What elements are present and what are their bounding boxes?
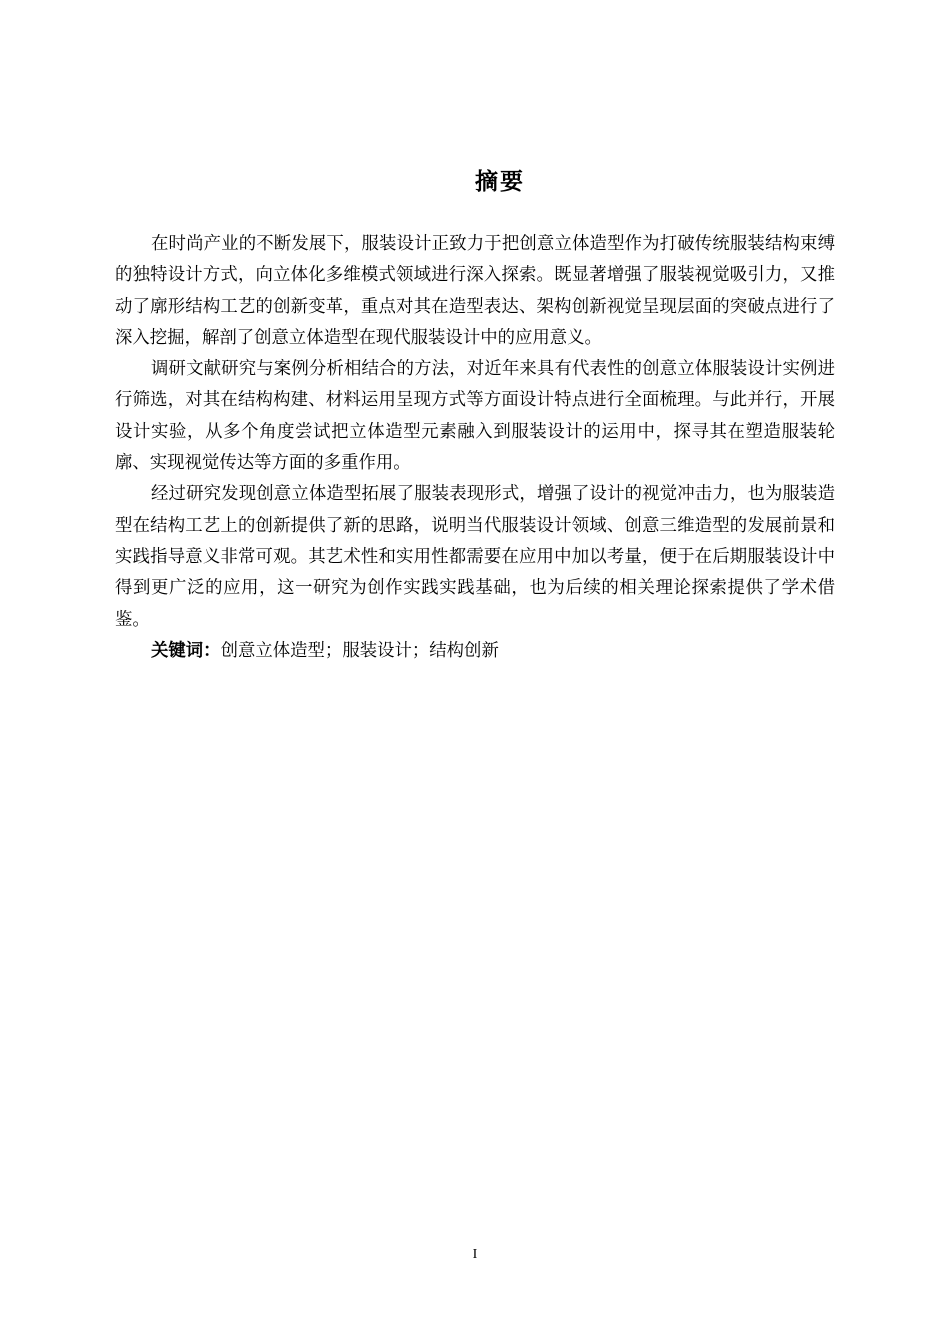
keywords-label: 关键词： — [151, 640, 221, 661]
abstract-paragraph-2: 调研文献研究与案例分析相结合的方法，对近年来具有代表性的创意立体服装设计实例进行筛选，对其在结构构建、材料运用呈现方式等方面设计特点进行全面梳理。与此并行，开展设计实验，从多个角度尝试把立体造型元素融入到服装设计的运用中，探寻其在塑造服装轮廓、实现视觉传达等方面的多重作用。 — [115, 359, 835, 474]
page-number: I — [472, 1247, 478, 1262]
abstract-paragraph-3: 经过研究发现创意立体造型拓展了服装表现形式，增强了设计的视觉冲击力，也为服装造型在结构工艺上的创新提供了新的思路，说明当代服装设计领域、创意三维造型的发展前景和实践指导意义非常可观。其艺术性和实用性都需要在应用中加以考量，便于在后期服装设计中得到更广泛的应用，这一研究为创作实践实践基础，也为后续的相关理论探索提供了学术借鉴。 — [115, 484, 835, 630]
keywords-line — [115, 636, 835, 667]
keywords-text: 创意立体造型；服装设计；结构创新 — [220, 640, 499, 661]
abstract-title: 摘要 — [475, 169, 525, 195]
abstract-paragraph-1: 在时尚产业的不断发展下，服装设计正致力于把创意立体造型作为打破传统服装结构束缚的独特设计方式，向立体化多维模式领域进行深入探索。既显著增强了服装视觉吸引力，又推动了廓形结构工艺的创新变革，重点对其在造型表达、架构创新视觉呈现层面的突破点进行了深入挖掘，解剖了创意立体造型在现代服装设计中的应用意义。 — [115, 234, 835, 348]
abstract-body — [115, 229, 835, 667]
